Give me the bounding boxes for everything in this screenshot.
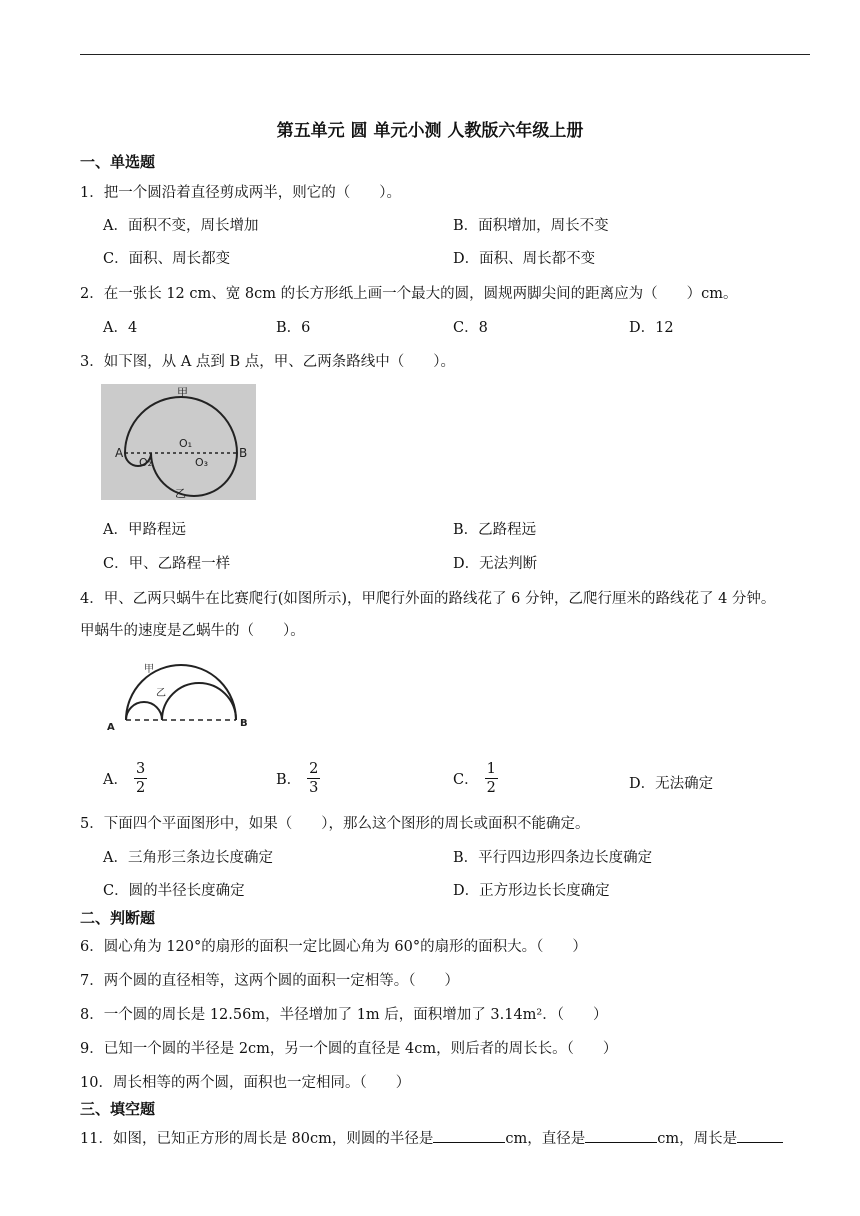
q4-option-d[interactable]: D．无法确定	[629, 776, 714, 792]
q11-blank-diameter[interactable]	[585, 1128, 657, 1143]
question-6: 6．圆心角为 120°的扇形的面积一定比圆心角为 60°的扇形的面积大。（ ）	[80, 939, 587, 955]
question-9: 9．已知一个圆的半径是 2cm，另一个圆的直径是 4cm，则后者的周长长。（ ）	[80, 1041, 618, 1057]
q3-label-a: A	[115, 446, 124, 460]
q4-option-c-label: C．	[453, 772, 479, 788]
section-heading-fill-blank: 三、填空题	[80, 1100, 156, 1118]
q2-option-d[interactable]: D．12	[629, 320, 674, 336]
q4-label-a: A	[107, 722, 115, 733]
question-7: 7．两个圆的直径相等，这两个圆的面积一定相等。（ ）	[80, 973, 459, 989]
question-8: 8．一个圆的周长是 12.56m，半径增加了 1m 后，面积增加了 3.14m²．（ ）	[80, 1007, 608, 1023]
question-3-stem: 3．如下图，从 A 点到 B 点，甲、乙两条路线中（ ）。	[80, 354, 456, 370]
q5-option-d[interactable]: D．正方形边长长度确定	[453, 883, 610, 899]
q5-option-a[interactable]: A．三角形三条边长度确定	[103, 850, 273, 866]
fraction-numerator: 1	[486, 761, 496, 777]
q4-label-jia: 甲	[144, 664, 154, 675]
question-5-stem: 5．下面四个平面图形中，如果（ ），那么这个图形的周长或面积不能确定。	[80, 816, 590, 832]
q4-option-b-label: B．	[276, 772, 302, 788]
q4-option-c-fraction	[485, 760, 498, 797]
q11-text-part2: cm，直径是	[505, 1131, 586, 1147]
question-10: 10．周长相等的两个圆，面积也一定相同。（ ）	[80, 1075, 411, 1091]
q3-label-b: B	[239, 446, 248, 460]
q4-label-yi: 乙	[156, 688, 166, 699]
fraction-denominator: 3	[309, 780, 319, 796]
q4-figure-svg	[104, 658, 254, 734]
q3-label-yi: 乙	[175, 487, 186, 500]
q3-figure-photo	[101, 384, 256, 500]
q1-option-d[interactable]: D．面积、周长都不变	[453, 251, 596, 267]
q4-option-b-fraction	[307, 760, 320, 797]
q4-figure	[104, 658, 254, 734]
q3-option-a[interactable]: A．甲路程远	[103, 522, 186, 538]
q3-figure-svg	[101, 384, 256, 500]
q4-option-c[interactable]	[453, 760, 498, 797]
q3-option-d[interactable]: D．无法判断	[453, 556, 538, 572]
q5-option-b[interactable]: B．平行四边形四条边长度确定	[453, 850, 653, 866]
q3-option-b[interactable]: B．乙路程远	[453, 522, 537, 538]
question-1-stem: 1．把一个圆沿着直径剪成两半，则它的（ ）。	[80, 185, 401, 201]
page-title: 第五单元 圆 单元小测 人教版六年级上册	[276, 121, 584, 141]
q11-blank-circumference[interactable]	[737, 1128, 783, 1143]
fraction-numerator: 2	[309, 761, 319, 777]
q2-option-b[interactable]: B．6	[276, 320, 311, 336]
question-2-stem: 2．在一张长 12 cm、宽 8cm 的长方形纸上画一个最大的圆，圆规两脚尖间的距离应为（ ）cm。	[80, 286, 738, 302]
q4-option-a-fraction	[134, 760, 147, 797]
q3-label-jia: 甲	[177, 386, 188, 399]
q11-blank-radius[interactable]	[433, 1128, 505, 1143]
q1-option-c[interactable]: C．面积、周长都变	[103, 251, 231, 267]
q3-label-o3: O₃	[195, 456, 209, 469]
question-4-stem-line2: 甲蜗牛的速度是乙蜗牛的（ ）。	[80, 623, 305, 639]
fraction-numerator: 3	[135, 761, 146, 777]
q5-option-c[interactable]: C．圆的半径长度确定	[103, 883, 245, 899]
section-heading-single-choice: 一、单选题	[80, 153, 156, 171]
q3-label-o1: O₁	[179, 437, 193, 450]
q4-label-b: B	[240, 718, 248, 729]
q1-option-b[interactable]: B．面积增加，周长不变	[453, 218, 609, 234]
q2-option-a[interactable]: A．4	[103, 320, 138, 336]
q1-option-a[interactable]: A．面积不变，周长增加	[103, 218, 259, 234]
q4-option-a[interactable]	[103, 760, 147, 797]
question-11	[80, 1127, 783, 1148]
q3-option-c[interactable]: C．甲、乙路程一样	[103, 556, 231, 572]
fraction-denominator: 2	[486, 780, 496, 796]
section-heading-true-false: 二、判断题	[80, 909, 156, 927]
q11-text-part1: 11．如图，已知正方形的周长是 80cm，则圆的半径是	[80, 1131, 434, 1147]
q2-option-c[interactable]: C．8	[453, 320, 488, 336]
header-rule	[80, 54, 810, 55]
q4-option-a-label: A．	[103, 772, 128, 788]
q4-option-b[interactable]	[276, 760, 320, 797]
q3-label-o2: O₂	[139, 456, 153, 469]
question-4-stem-line1: 4．甲、乙两只蜗牛在比赛爬行(如图所示)，甲爬行外面的路线花了 6 分钟，乙爬行厘米的路线花了 4 分钟。	[80, 591, 776, 607]
fraction-denominator: 2	[135, 780, 146, 796]
q11-text-part3: cm，周长是	[657, 1131, 738, 1147]
